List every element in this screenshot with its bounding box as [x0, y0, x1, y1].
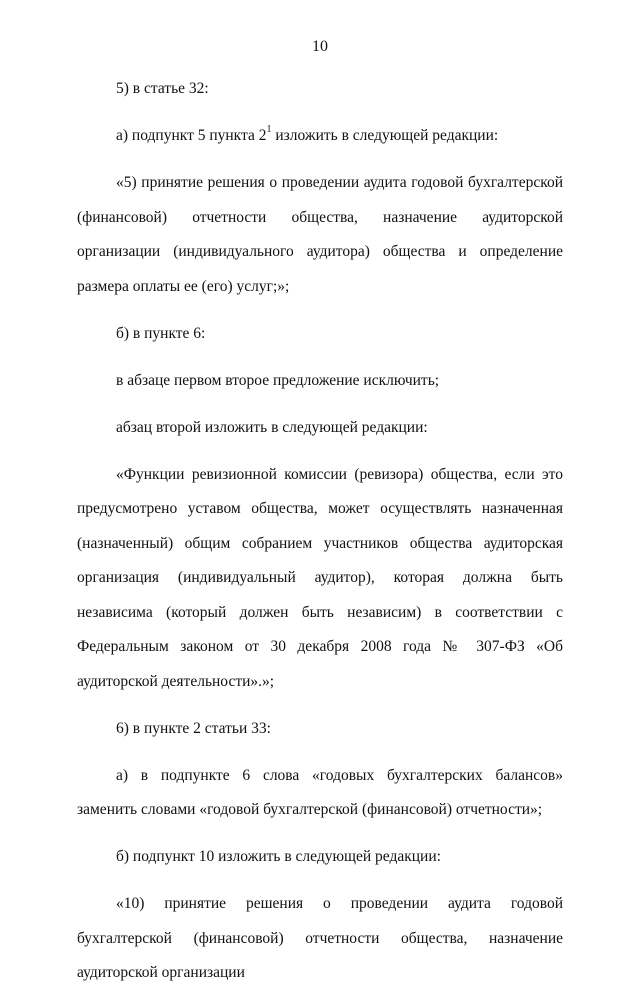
paragraph-5: в абзаце первом второе предложение исключить;: [116, 371, 440, 389]
paragraph-2-after: изложить в следующей редакции:: [271, 127, 499, 144]
paragraph-9: а) в подпункте 6 слова «годовых бухгалтерских балансов» заменить словами «годовой бухгалтерской (финансовой) отчетности»;: [77, 766, 563, 818]
paragraph-2-before: а) подпункт 5 пункта 2: [116, 127, 267, 144]
document-body: [77, 72, 563, 1003]
paragraph-3: «5) принятие решения о проведении аудита годовой бухгалтерской (финансовой) отчетности общества, назначение аудиторской организации (индивидуального аудитора) общества и определение размера оплаты ее (его) услуг;»;: [77, 174, 563, 295]
paragraph-1: 5) в статье 32:: [116, 80, 209, 97]
page-number: 10: [312, 38, 328, 55]
paragraph-10: б) подпункт 10 изложить в следующей редакции:: [116, 848, 441, 865]
paragraph-6: абзац второй изложить в следующей редакции:: [116, 418, 428, 436]
paragraph-2-superscript: 1: [266, 123, 272, 135]
paragraph-4: б) в пункте 6:: [116, 324, 206, 342]
paragraph-8: 6) в пункте 2 статьи 33:: [116, 719, 271, 737]
paragraph-7: «Функции ревизионной комиссии (ревизора) общества, если это предусмотрено уставом общества, может осуществлять назначенная (назначенный) общим собранием участников общества аудиторская организация (индивидуальный аудитор), которая должна быть независима (который должен быть независим) в соответствии с Федеральным законом от 30 декабря 2008 года № 307-ФЗ «Об аудиторской деятельности».»;: [77, 465, 563, 690]
paragraph-2: [77, 119, 563, 154]
paragraph-11: «10) принятие решения о проведении аудита годовой бухгалтерской (финансовой) отчетности общества, назначение аудиторской организации: [77, 895, 563, 981]
